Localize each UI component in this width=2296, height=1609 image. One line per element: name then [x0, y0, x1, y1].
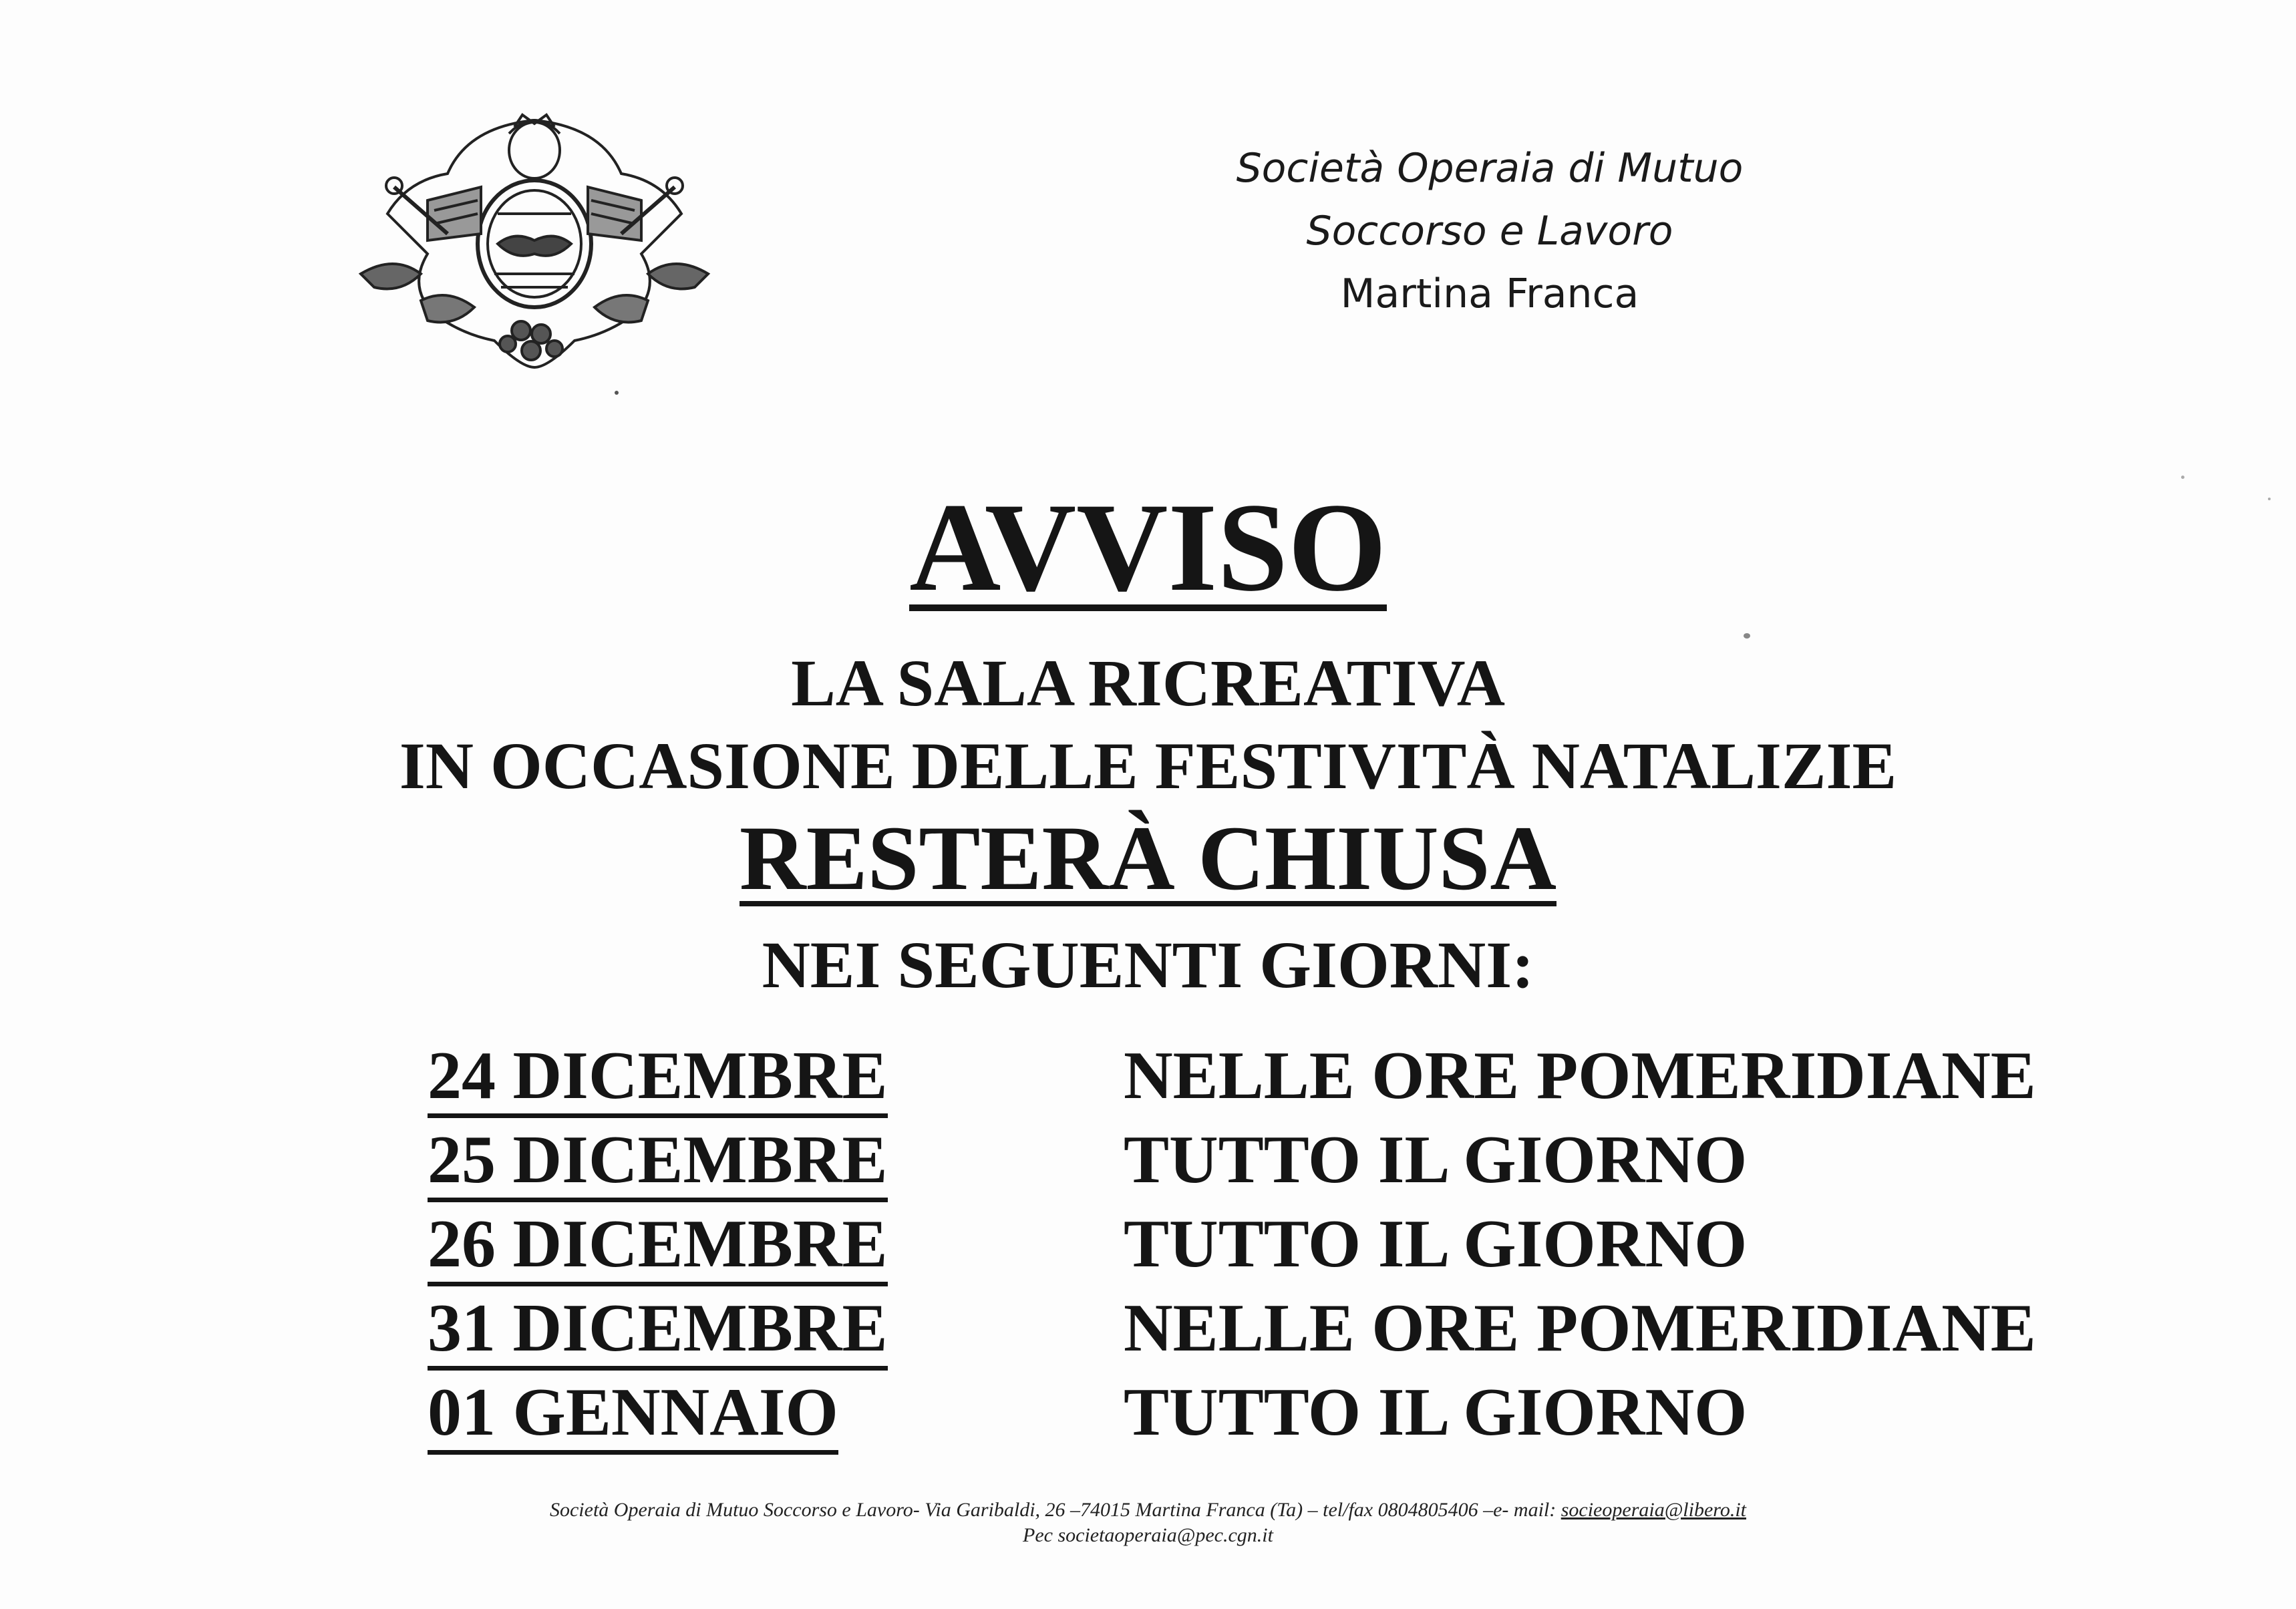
footer-contact: [0, 1497, 2296, 1548]
notice-emphasis-text: RESTERÀ CHIUSA: [739, 807, 1557, 909]
schedule-date: 31 DICEMBRE: [428, 1291, 888, 1371]
schedule-date: 24 DICEMBRE: [428, 1039, 888, 1118]
notice-line-1: LA SALA RICREATIVA: [791, 646, 1505, 720]
schedule-date: 26 DICEMBRE: [428, 1207, 888, 1286]
schedule-date: 25 DICEMBRE: [428, 1123, 888, 1202]
society-emblem-icon: [347, 100, 721, 374]
schedule-row: [428, 1375, 2231, 1459]
schedule-row: [428, 1207, 2231, 1291]
notice-title-text: AVVISO: [909, 478, 1387, 618]
schedule-row: [428, 1123, 2231, 1207]
footer-pec: Pec societaoperaia@pec.cgn.it: [1023, 1524, 1273, 1546]
scan-speck: [1744, 633, 1750, 639]
org-city: Martina Franca: [1340, 271, 1639, 317]
footer-address-line: [0, 1497, 2296, 1523]
schedule-row: [428, 1291, 2231, 1375]
notice-emphasis: [0, 807, 2296, 909]
notice-title: [0, 478, 2296, 618]
schedule-date: 01 GENNAIO: [428, 1375, 838, 1455]
scan-speck: [2181, 476, 2184, 479]
closing-schedule: [428, 1039, 2231, 1459]
notice-line-3: NEI SEGUENTI GIORNI:: [762, 928, 1534, 1002]
schedule-hours: NELLE ORE POMERIDIANE: [1124, 1038, 2036, 1113]
schedule-row: [428, 1039, 2231, 1123]
footer-address: Società Operaia di Mutuo Soccorso e Lavoro- Via Garibaldi, 26 –74015 Martina Franca (Ta) – tel/fax 0804805406 –e- mail:: [549, 1499, 1561, 1521]
scan-speck: [2268, 498, 2271, 500]
schedule-hours: TUTTO IL GIORNO: [1124, 1206, 1748, 1282]
schedule-hours: NELLE ORE POMERIDIANE: [1124, 1290, 2036, 1366]
schedule-hours: TUTTO IL GIORNO: [1124, 1122, 1748, 1198]
org-line-2: Soccorso e Lavoro: [1306, 208, 1673, 254]
schedule-hours: TUTTO IL GIORNO: [1124, 1375, 1748, 1450]
notice-line-2: IN OCCASIONE DELLE FESTIVITÀ NATALIZIE: [399, 729, 1897, 803]
footer-email-link[interactable]: socieoperaia@libero.it: [1561, 1499, 1747, 1521]
org-line-1: Società Operaia di Mutuo: [1236, 145, 1744, 192]
scan-speck: [615, 391, 619, 395]
organization-name: [1136, 137, 1844, 325]
